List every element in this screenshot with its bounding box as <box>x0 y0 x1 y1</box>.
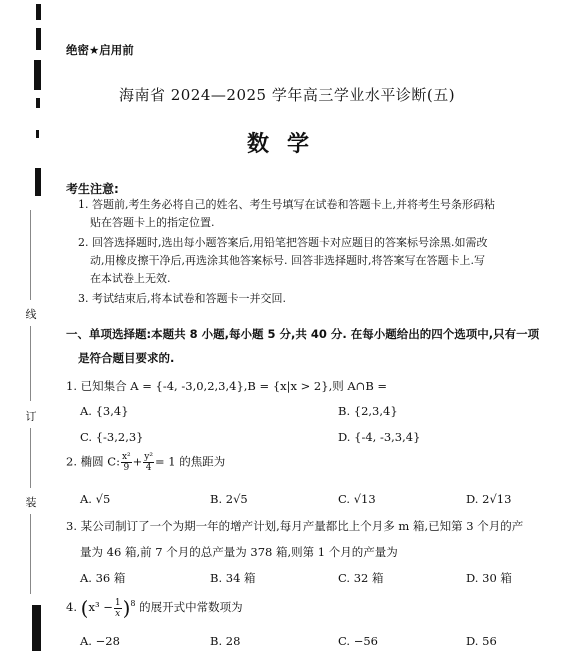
question-3-stem: 3. 某公司制订了一个为期一年的增产计划,每月产量都比上个月多 m 箱,已知第 3 个月的产 <box>66 519 524 533</box>
binding-bar <box>35 168 41 196</box>
question-3-option-d: D. 30 箱 <box>466 571 512 585</box>
question-2-option-c: C. √13 <box>338 492 376 506</box>
question-4-option-d: D. 56 <box>466 634 497 648</box>
binding-line <box>30 326 31 401</box>
question-4-option-a: A. −28 <box>80 634 120 648</box>
binding-line <box>30 210 31 300</box>
question-4-suffix: 的展开式中常数项为 <box>139 600 243 614</box>
open-paren: ( <box>80 596 89 620</box>
binding-bind-label: 装 <box>25 496 37 509</box>
binding-line <box>30 514 31 594</box>
binding-line <box>30 428 31 488</box>
question-4-stem <box>66 596 243 620</box>
fraction-1-over-x <box>114 598 122 619</box>
question-3-option-a: A. 36 箱 <box>80 571 126 585</box>
question-2-suffix: = 1 的焦距为 <box>155 454 226 469</box>
binding-order-label: 订 <box>25 410 37 423</box>
subject-title: 数学 <box>246 131 327 157</box>
question-1-option-c: C. {-3,2,3} <box>80 430 144 444</box>
question-1-stem: 1. 已知集合 A = {-4, -3,0,2,3,4},B = {x|x > 2},则 A∩B = <box>66 379 388 393</box>
binding-bar <box>32 605 41 651</box>
fraction-numerator: 1 <box>114 597 121 608</box>
notice-line: 在本试卷上无效. <box>90 272 171 285</box>
exam-title: 海南省 2024—2025 学年高三学业水平诊断(五) <box>118 86 456 104</box>
question-1-option-a: A. {3,4} <box>80 404 129 418</box>
notice-line: 贴在答题卡上的指定位置. <box>90 216 215 229</box>
secret-mark: 绝密★启用前 <box>66 43 134 57</box>
binding-line-label: 线 <box>25 308 37 321</box>
question-4-prefix: 4. <box>66 600 77 614</box>
fraction-denominator: 4 <box>145 463 152 473</box>
question-3-option-c: C. 32 箱 <box>338 571 384 585</box>
question-3-option-b: B. 34 箱 <box>210 571 256 585</box>
notice-line: 动,用橡皮擦干净后,再选涂其他答案标号. 回答非选择题时,将答案写在答题卡上.写 <box>90 254 485 267</box>
question-2-stem <box>66 452 225 473</box>
question-3-stem-cont: 量为 46 箱,前 7 个月的总产量为 378 箱,则第 1 个月的产量为 <box>80 545 398 559</box>
notice-line: 1. 答题前,考生务必将自己的姓名、考生号填写在试卷和答题卡上,并将考生号条形码粘 <box>78 198 495 211</box>
binding-bar <box>36 4 41 20</box>
question-4-option-b: B. 28 <box>210 634 241 648</box>
question-2-option-d: D. 2√13 <box>466 492 512 506</box>
fraction-x-over-9 <box>121 452 132 473</box>
question-2-option-a: A. √5 <box>80 492 111 506</box>
question-2-prefix: 2. 椭圆 C: <box>66 454 120 469</box>
binomial-base: x³ − <box>88 600 113 614</box>
fraction-numerator: y² <box>144 452 153 462</box>
section-heading: 一、单项选择题:本题共 8 小题,每小题 5 分,共 40 分. 在每小题给出的四个选项中,只有一项 <box>66 327 540 341</box>
question-1-option-d: D. {-4, -3,3,4} <box>338 430 421 444</box>
binomial-exponent: 8 <box>130 599 136 609</box>
question-1-option-b: B. {2,3,4} <box>338 404 398 418</box>
close-paren: ) <box>122 596 131 620</box>
notice-heading: 考生注意: <box>66 182 119 196</box>
notice-line: 2. 回答选择题时,选出每小题答案后,用铅笔把答题卡对应题目的答案标号涂黑.如需改 <box>78 236 488 249</box>
notice-line: 3. 考试结束后,将本试卷和答题卡一并交回. <box>78 292 286 305</box>
fraction-numerator: x² <box>121 452 131 462</box>
question-4-option-c: C. −56 <box>338 634 378 648</box>
fraction-y-over-4 <box>143 452 154 473</box>
binding-bar <box>36 28 41 50</box>
section-heading: 是符合题目要求的. <box>78 351 175 365</box>
fraction-denominator: 9 <box>123 463 130 473</box>
plus-sign: + <box>132 454 143 469</box>
fraction-denominator: x <box>115 608 121 619</box>
question-2-option-b: B. 2√5 <box>210 492 248 506</box>
